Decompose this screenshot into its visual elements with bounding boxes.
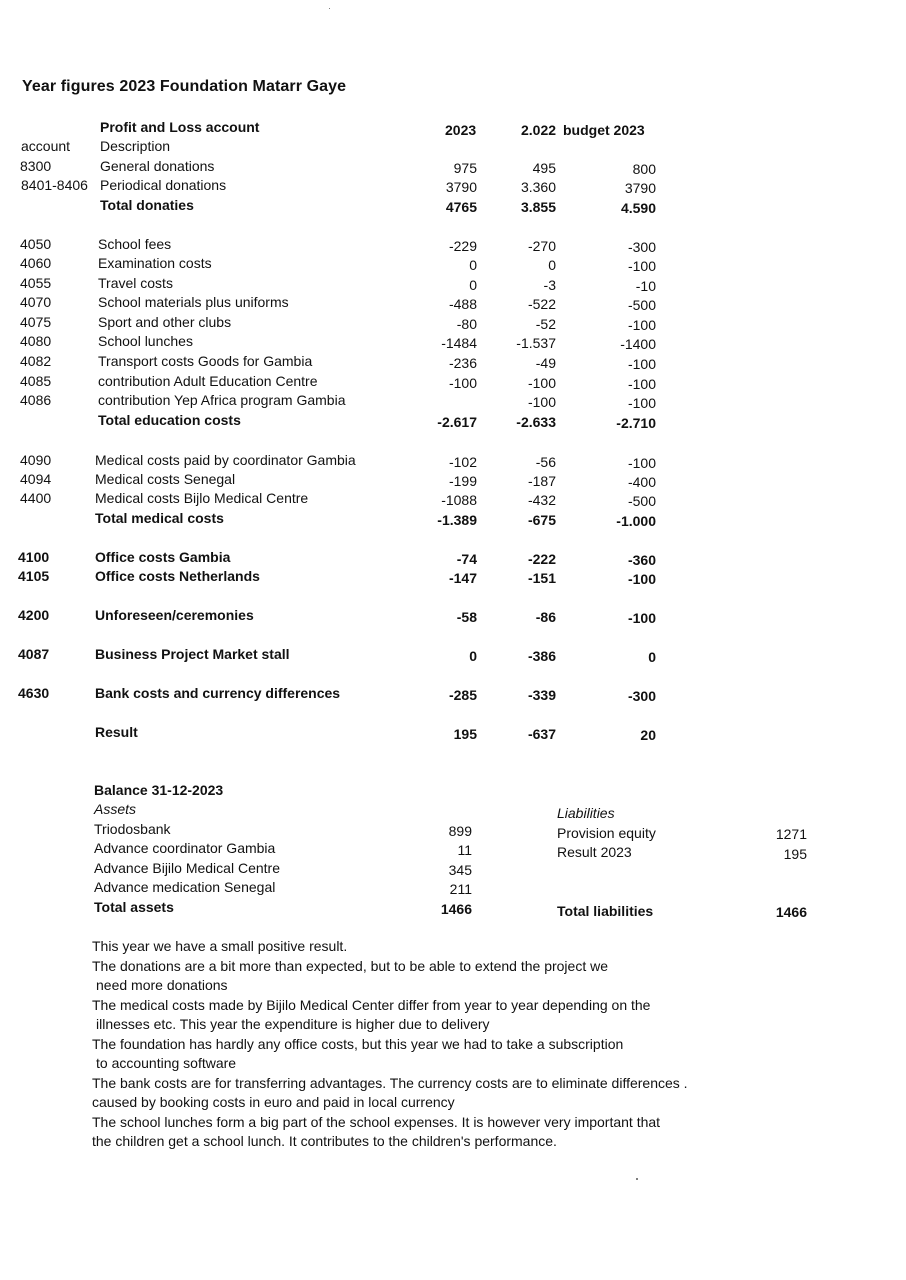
row-value-budget: -100: [627, 395, 656, 411]
col-header-2023: 2023: [445, 122, 477, 138]
row-description: Transport costs Goods for Gambia: [98, 353, 313, 369]
row-description: contribution Adult Education Centre: [98, 373, 318, 389]
row-value-2023: -488: [448, 296, 477, 312]
row-value-2022: -187: [527, 473, 556, 489]
row-value-2022: -52: [535, 316, 556, 332]
row-value-2023: 195: [453, 726, 477, 742]
row-value-2022: -49: [535, 355, 556, 371]
row-description: Office costs Netherlands: [95, 568, 260, 584]
total-liabilities-label: Total liabilities: [557, 903, 654, 919]
row-account: 4200: [18, 607, 50, 623]
row-value-2023: -1484: [441, 335, 477, 351]
note-line: The medical costs made by Bijilo Medical Center differ from year to year depending on the: [92, 996, 651, 1013]
row-description: Travel costs: [98, 275, 173, 291]
row-value-2022: -1.537: [516, 335, 556, 351]
row-account: 4630: [18, 685, 50, 701]
row-value-2023: -102: [448, 454, 477, 470]
row-account: 4060: [20, 255, 52, 271]
row-value-2022: -637: [527, 726, 556, 742]
row-value-2022: -86: [535, 609, 556, 625]
row-value-2023: -147: [448, 570, 477, 586]
note-line: The foundation has hardly any office costs, but this year we had to take a subscription: [92, 1035, 624, 1052]
note-line: need more donations: [96, 977, 228, 993]
col-header-description: Description: [100, 138, 171, 154]
row-description: Bank costs and currency differences: [95, 685, 341, 701]
row-value-budget: -300: [627, 688, 656, 704]
notes: [92, 937, 688, 1152]
row-value-2023: -1.389: [437, 512, 477, 528]
row-value-2023: 975: [453, 160, 477, 176]
row-description: Medical costs Bijlo Medical Centre: [95, 490, 309, 506]
row-description: School fees: [98, 236, 172, 252]
row-value-2022: -675: [527, 512, 556, 528]
scan-speck: [636, 1178, 638, 1180]
row-account: 4080: [20, 333, 52, 349]
row-account: 4100: [18, 549, 50, 565]
row-description: Unforeseen/ceremonies: [95, 607, 254, 623]
row-value-2023: -285: [448, 687, 477, 703]
liability-label: Result 2023: [557, 844, 632, 860]
row-account: 8401-8406: [21, 177, 88, 193]
row-value-2023: 4765: [445, 199, 477, 215]
row-value-budget: -300: [627, 239, 656, 255]
row-value-budget: -1400: [620, 336, 656, 352]
row-value-2023: -100: [448, 375, 477, 391]
row-value-2022: -151: [527, 570, 556, 586]
row-account: 4050: [20, 236, 52, 252]
row-value-budget: -100: [627, 356, 656, 372]
liability-value: 1271: [775, 826, 807, 842]
row-value-2022: -432: [527, 492, 556, 508]
liability-label: Provision equity: [557, 825, 656, 841]
row-value-2023: 0: [469, 257, 477, 273]
row-value-2023: 0: [469, 648, 477, 664]
asset-label: Advance coordinator Gambia: [94, 840, 276, 856]
row-value-2023: -199: [448, 473, 477, 489]
row-value-2023: -236: [448, 355, 477, 371]
row-account: 4070: [20, 294, 52, 310]
pnl-heading: Profit and Loss account: [100, 119, 260, 135]
note-line: to accounting software: [96, 1055, 237, 1071]
row-value-budget: -360: [627, 552, 656, 568]
row-value-budget: -2.710: [616, 415, 656, 431]
row-value-budget: -500: [627, 297, 656, 313]
row-account: 8300: [20, 158, 52, 174]
row-value-2022: -339: [527, 687, 556, 703]
row-description: Business Project Market stall: [95, 646, 290, 662]
col-header-budget: budget 2023: [563, 122, 645, 138]
row-value-2022: -386: [527, 648, 556, 664]
row-account: 4075: [20, 314, 52, 330]
row-value-2022: -100: [527, 375, 556, 391]
row-value-2023: -74: [456, 551, 477, 567]
row-description: Examination costs: [98, 255, 212, 271]
row-description: Periodical donations: [100, 177, 227, 193]
col-header-2022: 2.022: [521, 122, 557, 138]
row-value-2022: 3.360: [520, 179, 556, 195]
row-value-2022: 495: [532, 160, 556, 176]
row-description: contribution Yep Africa program Gambia: [98, 392, 346, 408]
liabilities-label: Liabilities: [557, 805, 615, 821]
row-value-2022: 3.855: [520, 199, 556, 215]
row-description: Total education costs: [98, 412, 241, 428]
row-value-budget: -100: [627, 258, 656, 274]
row-value-2022: -3: [543, 277, 556, 293]
assets-label: Assets: [94, 801, 137, 817]
row-value-2022: -100: [527, 394, 556, 410]
row-account: 4082: [20, 353, 52, 369]
row-value-2022: 0: [548, 257, 556, 273]
row-value-2022: -56: [535, 454, 556, 470]
row-account: 4105: [18, 568, 50, 584]
total-assets-value: 1466: [440, 901, 472, 917]
row-value-budget: 3790: [624, 180, 656, 196]
row-account: 4085: [20, 373, 52, 389]
row-value-2023: 3790: [445, 179, 477, 195]
total-assets-label: Total assets: [94, 899, 174, 915]
total-liabilities-value: 1466: [775, 904, 807, 920]
row-value-budget: 0: [648, 649, 656, 665]
row-value-budget: -500: [627, 493, 656, 509]
row-account: 4055: [20, 275, 52, 291]
row-value-budget: -100: [627, 376, 656, 392]
row-account: 4400: [20, 490, 52, 506]
row-value-2022: -270: [527, 238, 556, 254]
row-value-budget: -100: [627, 455, 656, 471]
note-line: The school lunches form a big part of the school expenses. It is however very important that: [92, 1113, 661, 1130]
note-line: The donations are a bit more than expected, but to be able to extend the project we: [92, 957, 609, 974]
liability-value: 195: [783, 846, 807, 862]
row-value-budget: -100: [627, 317, 656, 333]
row-account: 4087: [18, 646, 50, 662]
row-value-2022: -2.633: [516, 414, 556, 430]
row-value-2023: -58: [456, 609, 477, 625]
row-value-2023: 0: [469, 277, 477, 293]
row-description: School materials plus uniforms: [98, 294, 289, 310]
row-value-2023: -80: [456, 316, 477, 332]
row-description: General donations: [100, 158, 215, 174]
note-line: The bank costs are for transferring advantages. The currency costs are to eliminate differences .: [92, 1074, 688, 1091]
row-value-budget: -100: [627, 610, 656, 626]
balance-heading: Balance 31-12-2023: [94, 782, 224, 798]
row-value-budget: 20: [640, 727, 656, 743]
row-description: Total medical costs: [95, 510, 224, 526]
row-account: 4090: [20, 452, 52, 468]
row-value-budget: 4.590: [620, 200, 656, 216]
row-description: School lunches: [98, 333, 193, 349]
row-value-budget: -100: [627, 571, 656, 587]
row-value-2023: -229: [448, 238, 477, 254]
row-value-2023: -1088: [441, 492, 477, 508]
row-description: Total donaties: [100, 197, 194, 213]
asset-label: Triodosbank: [94, 821, 171, 837]
row-value-budget: 800: [632, 161, 656, 177]
row-account: 4094: [20, 471, 52, 487]
asset-label: Advance medication Senegal: [94, 879, 276, 895]
row-value-2022: -522: [527, 296, 556, 312]
row-description: Medical costs Senegal: [95, 471, 236, 487]
row-description: Result: [95, 724, 138, 740]
row-description: Office costs Gambia: [95, 549, 231, 565]
scan-speck: [329, 8, 330, 9]
note-line: illnesses etc. This year the expenditure is higher due to delivery: [96, 1016, 490, 1032]
row-value-budget: -1.000: [616, 513, 656, 529]
note-line: This year we have a small positive result.: [92, 938, 348, 954]
asset-label: Advance Bijilo Medical Centre: [94, 860, 280, 876]
asset-value: 211: [449, 881, 472, 897]
row-description: Medical costs paid by coordinator Gambia: [95, 452, 356, 468]
asset-value: 899: [448, 823, 472, 839]
asset-value: 11: [457, 842, 472, 858]
row-value-budget: -400: [627, 474, 656, 490]
note-line: the children get a school lunch. It contributes to the children's performance.: [92, 1133, 557, 1149]
row-value-2022: -222: [527, 551, 556, 567]
col-header-account: account: [21, 138, 71, 154]
row-value-2023: -2.617: [437, 414, 477, 430]
asset-value: 345: [448, 862, 472, 878]
row-account: 4086: [20, 392, 52, 408]
note-line: caused by booking costs in euro and paid in local currency: [92, 1094, 455, 1110]
row-description: Sport and other clubs: [98, 314, 232, 330]
document-title: Year figures 2023 Foundation Matarr Gaye: [22, 78, 347, 95]
row-value-budget: -10: [635, 278, 656, 294]
